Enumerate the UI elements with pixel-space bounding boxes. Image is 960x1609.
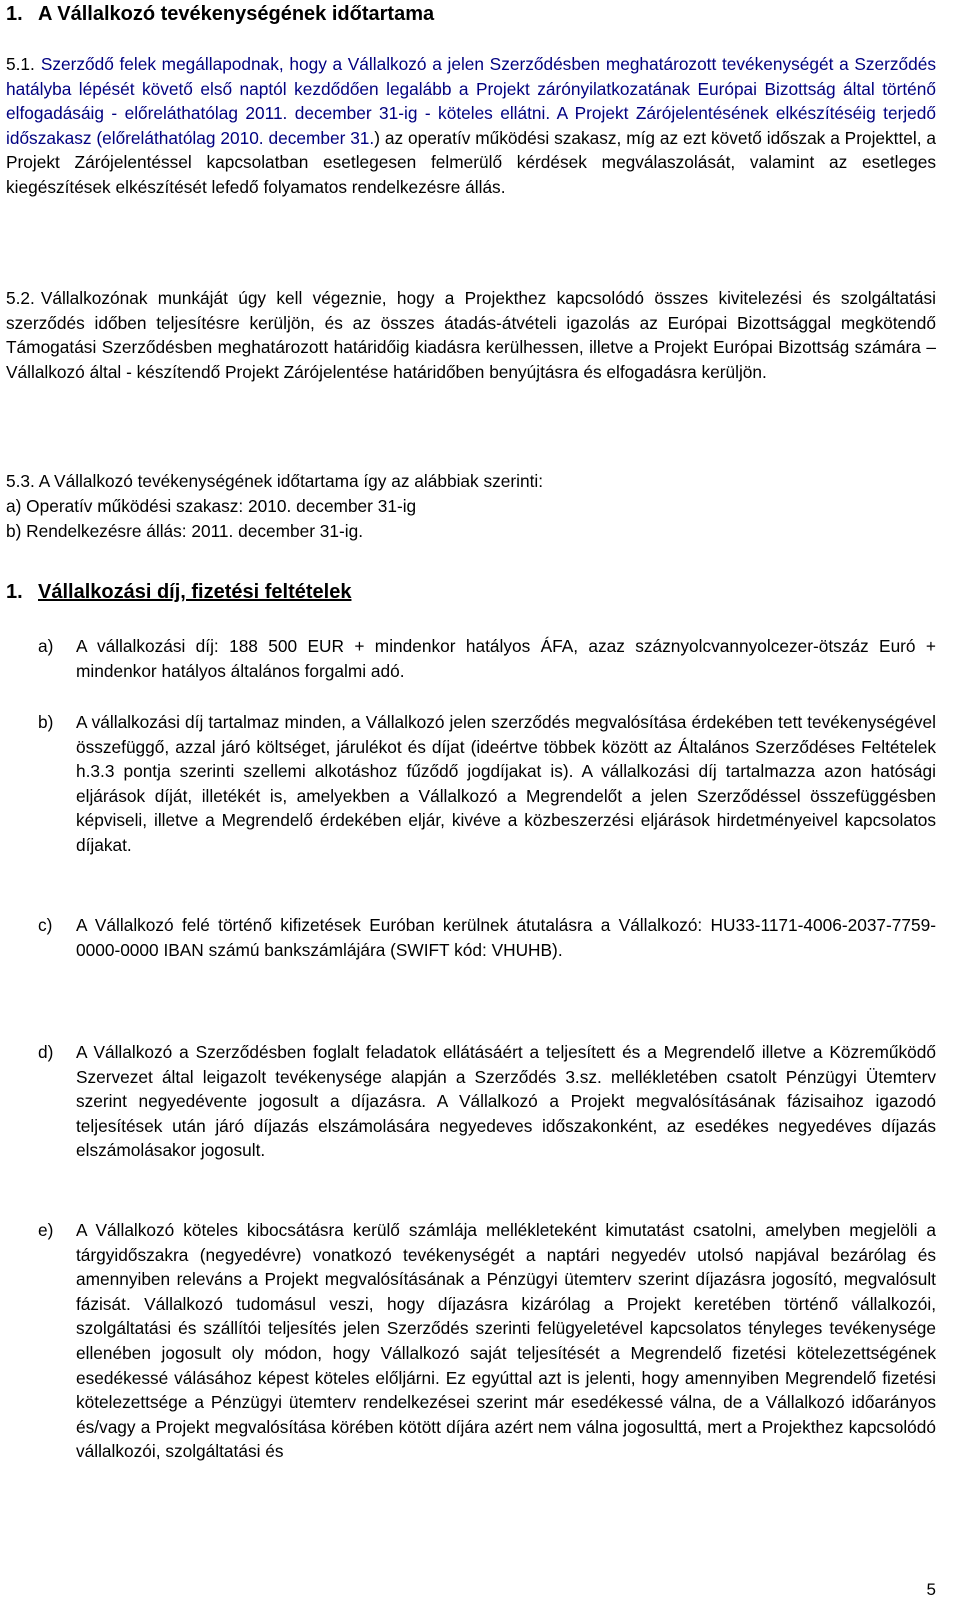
section-heading-fee xyxy=(6,580,351,604)
section-number: 1. xyxy=(6,581,23,603)
list-item-d xyxy=(6,1040,936,1163)
section-title: A Vállalkozó tevékenységének időtartama xyxy=(38,3,435,25)
list-item-text: A Vállalkozó felé történő kifizetések Euróban kerülnek átutalásra a Vállalkozó: HU33-1171-4006-2037-7759-0000-0000 IBAN számú bankszámlájára (SWIFT kód: VHUHB). xyxy=(76,915,936,960)
list-item-label: c) xyxy=(38,915,53,935)
list-item-label: b) xyxy=(38,712,54,732)
paragraph-text-highlighted: Szerződő felek megállapodnak, hogy a Vállalkozó a jelen Szerződésben meghatározott tevékenységét a Szerződés hatályba lépését követő első naptól kezdődően legalább a Projekt zárónyilatkozatának Európai Bizottság által történő elfogadásáig - előreláthatólag 2011. december 31-ig - köteles ellátni. A Projekt Zárójelentésének elkészítéséig terjedő időszakasz (előreláthatólag 2010. december 31. xyxy=(6,54,936,148)
section-number: 1. xyxy=(6,3,23,25)
paragraph-text: ) az operatív működési szakasz, míg az ezt követő időszak a Projekttel, a Projekt Zárójelentéssel kapcsolatban esetlegesen felmerülő kérdések megválaszolását, valamint az esetleges kiegészítések elkészítését lefedő folyamatos rendelkezésre állás. xyxy=(6,127,936,197)
paragraph-number: 5.3. xyxy=(6,471,35,491)
list-item-c xyxy=(6,913,936,962)
list-item-a xyxy=(6,634,936,683)
section-heading-duration xyxy=(6,2,434,26)
list-item-label: a) xyxy=(38,636,54,656)
paragraph-text: Vállalkozónak munkáját úgy kell végeznie, hogy a Projekthez kapcsolódó összes kivitelezési és szolgáltatási szerződés időben teljesítésre kerüljön, és az összes átadás-átvételi igazolás az Európai Bizottsággal megkötendő Támogatási Szerződésben meghatározott határidőig kiadásra kerülhessen, illetve a Projekt Európai Bizottság számára – Vállalkozó által - készítendő Projekt Zárójelentése határidőben benyújtásra és elfogadásra kerüljön. xyxy=(6,288,936,382)
page-number: 5 xyxy=(926,1580,936,1599)
list-item-label: d) xyxy=(38,1042,54,1062)
section-title: Vállalkozási díj, fizetési feltételek xyxy=(38,581,352,603)
paragraph-number: 5.1. xyxy=(6,54,35,74)
list-item-text: A vállalkozási díj tartalmaz minden, a Vállalkozó jelen szerződés megvalósítása érdekében tett tevékenységével összefüggő, azzal járó költséget, járulékot és díjat (ideértve többek között az Általános Szerződéses Feltételek h.3.3 pontja szerinti szellemi alkotáshoz fűződő jogdíjakat is). A vállalkozási díj tartalmazza azon hatósági eljárások díját, illetékét is, amelyekben a Vállalkozó a Megrendelőt a jelen Szerződéssel összefüggésben képviseli, illetve a Megrendelő érdekében eljár, kivéve a közbeszerzési eljárások hirdetményeivel kapcsolatos díjakat. xyxy=(76,712,936,855)
list-item-text: A vállalkozási díj: 188 500 EUR + mindenkor hatályos ÁFA, azaz száznyolcvannyolcezer-ötszáz Euró + mindenkor hatályos általános forgalmi adó. xyxy=(76,636,936,681)
list-item-e xyxy=(6,1218,936,1464)
list-item-b xyxy=(6,710,936,858)
paragraph-5-1 xyxy=(6,52,936,200)
paragraph-5-2 xyxy=(6,286,936,384)
paragraph-5-3 xyxy=(6,469,543,494)
list-item-label: e) xyxy=(38,1220,54,1240)
duration-line-b: b) Rendelkezésre állás: 2011. december 31-ig. xyxy=(6,521,364,541)
list-item-text: A Vállalkozó köteles kibocsátásra kerülő számlája mellékleteként kimutatást csatolni, amelyben megjelöli a tárgyidőszakra (negyedévre) vonatkozó tevékenységét a naptári negyedév utolsó napjával bezárólag és amennyiben releváns a Projekt megvalósításának a Pénzügyi ütemterv szerint díjazásra jogosító, megvalósult fázisát. Vállalkozó tudomásul veszi, hogy díjazásra kizárólag a Projekt keretében történő vállalkozói, szolgáltatási és szállítói teljesítés jelen Szerződés szerinti felügyeletével kapcsolatos tényleges tevékenysége ellenében jogosult oly módon, hogy Vállalkozó saját teljesítését a Megrendelő fizetési kötelezettségének esedékessé válásához képest köteles előljárni. Ez egyúttal azt is jelenti, hogy amennyiben Megrendelő fizetési kötelezettsége a Pénzügyi ütemterv rendelkezései szerint már esedékessé válna, de a Vállalkozó időarányos és/vagy a Projekt megvalósítása körében kötött díjára azért nem válna jogosulttá, mert a Projekthez kapcsolódó vállalkozói, szolgáltatási és xyxy=(76,1220,936,1462)
duration-line-a: a) Operatív működési szakasz: 2010. december 31-ig xyxy=(6,496,417,516)
list-item-text: A Vállalkozó a Szerződésben foglalt feladatok ellátásáért a teljesített és a Megrendelő illetve a Közreműködő Szervezet által leigazolt tevékenysége alapján a Szerződés 3.sz. mellékletében csatolt Pénzügyi Ütemterv szerint negyedévente jogosult a díjazásra. A Vállalkozó a Projekt megvalósításának fázisaihoz igazodó teljesítések után járó díjazás elszámolására negyedeves időszakonként, az esedékes negyedéves díjazás elszámolásakor jogosult. xyxy=(76,1042,936,1161)
paragraph-text: A Vállalkozó tevékenységének időtartama így az alábbiak szerinti: xyxy=(38,471,544,491)
paragraph-number: 5.2. xyxy=(6,288,35,308)
